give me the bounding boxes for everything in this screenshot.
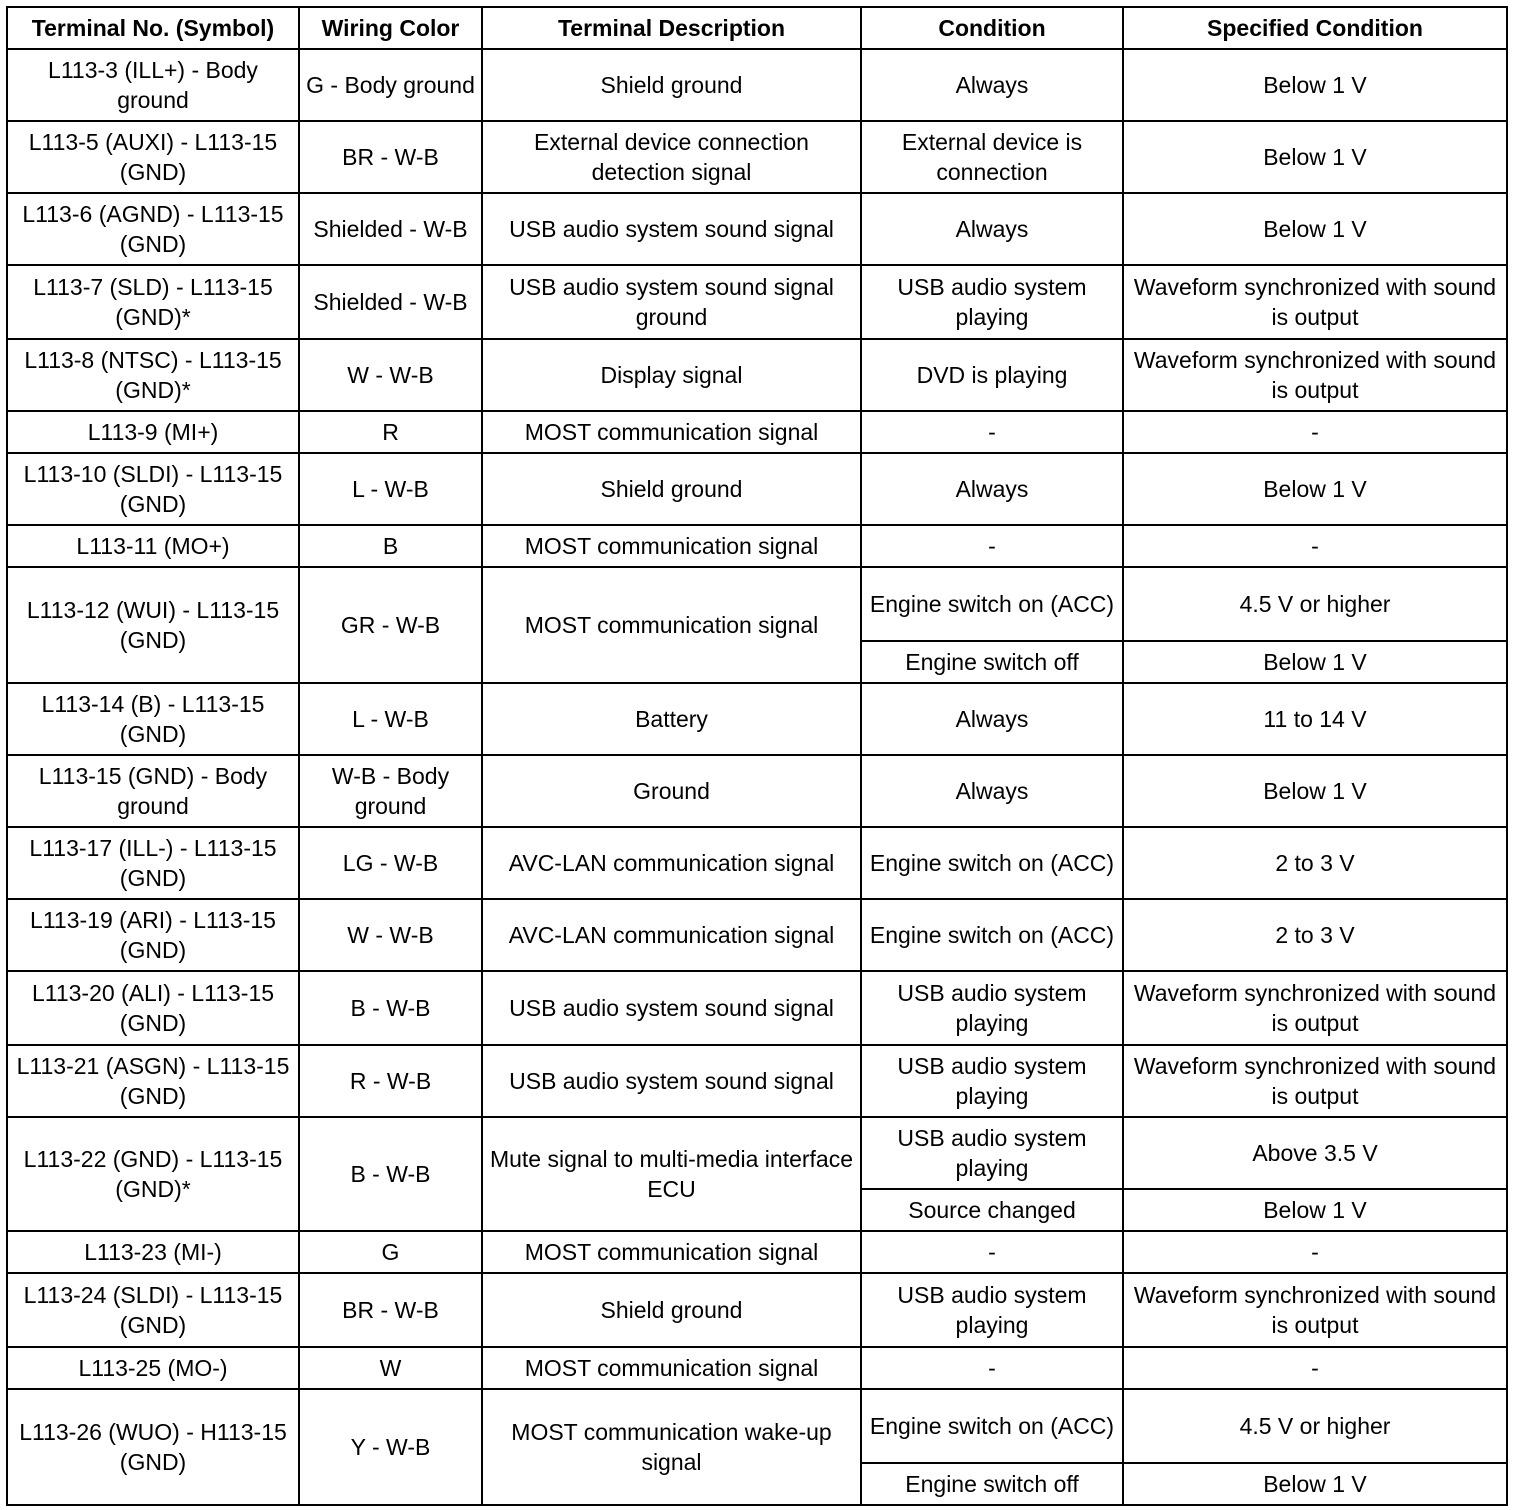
terminal-cell: L113-8 (NTSC) - L113-15 (GND)* [7,339,299,411]
condition-cell: - [861,1347,1123,1389]
specified-condition-cell: Below 1 V [1123,49,1507,121]
header-specified-condition: Specified Condition [1123,7,1507,49]
specified-condition-cell: - [1123,1231,1507,1273]
condition-cell: Always [861,49,1123,121]
table-row [7,1389,1507,1463]
condition-cell: Always [861,683,1123,755]
table-row [7,193,1507,265]
condition-cell: Engine switch on (ACC) [861,567,1123,641]
terminal-cell: L113-14 (B) - L113-15 (GND) [7,683,299,755]
condition-cell: Source changed [861,1189,1123,1231]
terminal-cell: L113-19 (ARI) - L113-15 (GND) [7,899,299,971]
condition-cell: Always [861,453,1123,525]
header-wiring-color: Wiring Color [299,7,482,49]
specified-condition-cell: 2 to 3 V [1123,827,1507,899]
description-cell: MOST communication wake-up signal [482,1389,861,1505]
terminal-cell: L113-21 (ASGN) - L113-15 (GND) [7,1045,299,1117]
terminal-cell: L113-10 (SLDI) - L113-15 (GND) [7,453,299,525]
wiring-color-cell: Shielded - W-B [299,265,482,339]
wiring-color-cell: LG - W-B [299,827,482,899]
table-row [7,1117,1507,1189]
description-cell: MOST communication signal [482,525,861,567]
wiring-color-cell: G - Body ground [299,49,482,121]
wiring-color-cell: L - W-B [299,453,482,525]
table-row [7,971,1507,1045]
terminal-cell: L113-11 (MO+) [7,525,299,567]
wiring-color-cell: B [299,525,482,567]
table-row [7,121,1507,193]
specified-condition-cell: 11 to 14 V [1123,683,1507,755]
condition-cell: External device is connection [861,121,1123,193]
condition-cell: Always [861,193,1123,265]
condition-cell: DVD is playing [861,339,1123,411]
table-row [7,339,1507,411]
wiring-color-cell: BR - W-B [299,1273,482,1347]
description-cell: Mute signal to multi-media interface ECU [482,1117,861,1231]
specified-condition-cell: Below 1 V [1123,755,1507,827]
description-cell: Shield ground [482,1273,861,1347]
header-description: Terminal Description [482,7,861,49]
specified-condition-cell: Waveform synchronized with sound is output [1123,1045,1507,1117]
specified-condition-cell: 4.5 V or higher [1123,567,1507,641]
condition-cell: - [861,525,1123,567]
header-row [7,7,1507,49]
description-cell: USB audio system sound signal ground [482,265,861,339]
terminal-cell: L113-7 (SLD) - L113-15 (GND)* [7,265,299,339]
specified-condition-cell: Above 3.5 V [1123,1117,1507,1189]
specified-condition-cell: Waveform synchronized with sound is output [1123,339,1507,411]
table-row [7,1045,1507,1117]
wiring-color-cell: Shielded - W-B [299,193,482,265]
table-row [7,453,1507,525]
specified-condition-cell: Below 1 V [1123,1463,1507,1505]
terminal-cell: L113-23 (MI-) [7,1231,299,1273]
terminal-table [6,6,1508,1506]
specified-condition-cell: 2 to 3 V [1123,899,1507,971]
description-cell: MOST communication signal [482,1347,861,1389]
description-cell: USB audio system sound signal [482,193,861,265]
table-row [7,525,1507,567]
description-cell: USB audio system sound signal [482,1045,861,1117]
specified-condition-cell: - [1123,411,1507,453]
table-row [7,683,1507,755]
wiring-color-cell: W-B - Body ground [299,755,482,827]
description-cell: External device connection detection signal [482,121,861,193]
terminal-cell: L113-15 (GND) - Body ground [7,755,299,827]
wiring-color-cell: GR - W-B [299,567,482,683]
header-condition: Condition [861,7,1123,49]
description-cell: AVC-LAN communication signal [482,827,861,899]
wiring-color-cell: G [299,1231,482,1273]
terminal-cell: L113-22 (GND) - L113-15 (GND)* [7,1117,299,1231]
table-row [7,567,1507,641]
description-cell: Shield ground [482,49,861,121]
condition-cell: Engine switch on (ACC) [861,827,1123,899]
specified-condition-cell: Below 1 V [1123,121,1507,193]
description-cell: USB audio system sound signal [482,971,861,1045]
table-row [7,755,1507,827]
condition-cell: USB audio system playing [861,1117,1123,1189]
terminal-cell: L113-25 (MO-) [7,1347,299,1389]
terminal-cell: L113-9 (MI+) [7,411,299,453]
specified-condition-cell: Waveform synchronized with sound is output [1123,971,1507,1045]
terminal-cell: L113-26 (WUO) - H113-15 (GND) [7,1389,299,1505]
wiring-color-cell: BR - W-B [299,121,482,193]
terminal-cell: L113-5 (AUXI) - L113-15 (GND) [7,121,299,193]
wiring-color-cell: R - W-B [299,1045,482,1117]
description-cell: MOST communication signal [482,1231,861,1273]
condition-cell: Engine switch off [861,1463,1123,1505]
description-cell: Shield ground [482,453,861,525]
terminal-cell: L113-17 (ILL-) - L113-15 (GND) [7,827,299,899]
table-row [7,411,1507,453]
table-row [7,1231,1507,1273]
condition-cell: - [861,411,1123,453]
wiring-color-cell: W - W-B [299,899,482,971]
description-cell: Ground [482,755,861,827]
condition-cell: Engine switch on (ACC) [861,1389,1123,1463]
specified-condition-cell: - [1123,1347,1507,1389]
specified-condition-cell: Waveform synchronized with sound is output [1123,1273,1507,1347]
table-row [7,1347,1507,1389]
condition-cell: - [861,1231,1123,1273]
terminal-cell: L113-20 (ALI) - L113-15 (GND) [7,971,299,1045]
wiring-color-cell: W [299,1347,482,1389]
specified-condition-cell: Below 1 V [1123,193,1507,265]
description-cell: MOST communication signal [482,567,861,683]
terminal-cell: L113-6 (AGND) - L113-15 (GND) [7,193,299,265]
condition-cell: USB audio system playing [861,1273,1123,1347]
description-cell: MOST communication signal [482,411,861,453]
wiring-color-cell: Y - W-B [299,1389,482,1505]
header-terminal: Terminal No. (Symbol) [7,7,299,49]
description-cell: Battery [482,683,861,755]
table-body [7,49,1507,1505]
terminal-cell: L113-12 (WUI) - L113-15 (GND) [7,567,299,683]
condition-cell: USB audio system playing [861,265,1123,339]
condition-cell: USB audio system playing [861,971,1123,1045]
specified-condition-cell: Below 1 V [1123,641,1507,683]
wiring-color-cell: R [299,411,482,453]
table-row [7,265,1507,339]
terminal-cell: L113-3 (ILL+) - Body ground [7,49,299,121]
condition-cell: Always [861,755,1123,827]
condition-cell: Engine switch on (ACC) [861,899,1123,971]
wiring-color-cell: W - W-B [299,339,482,411]
table-row [7,827,1507,899]
table-row [7,49,1507,121]
table-row [7,899,1507,971]
specified-condition-cell: - [1123,525,1507,567]
description-cell: Display signal [482,339,861,411]
wiring-color-cell: B - W-B [299,1117,482,1231]
specified-condition-cell: 4.5 V or higher [1123,1389,1507,1463]
specified-condition-cell: Below 1 V [1123,1189,1507,1231]
terminal-cell: L113-24 (SLDI) - L113-15 (GND) [7,1273,299,1347]
wiring-color-cell: B - W-B [299,971,482,1045]
condition-cell: USB audio system playing [861,1045,1123,1117]
description-cell: AVC-LAN communication signal [482,899,861,971]
specified-condition-cell: Waveform synchronized with sound is output [1123,265,1507,339]
condition-cell: Engine switch off [861,641,1123,683]
table-row [7,1273,1507,1347]
specified-condition-cell: Below 1 V [1123,453,1507,525]
wiring-color-cell: L - W-B [299,683,482,755]
